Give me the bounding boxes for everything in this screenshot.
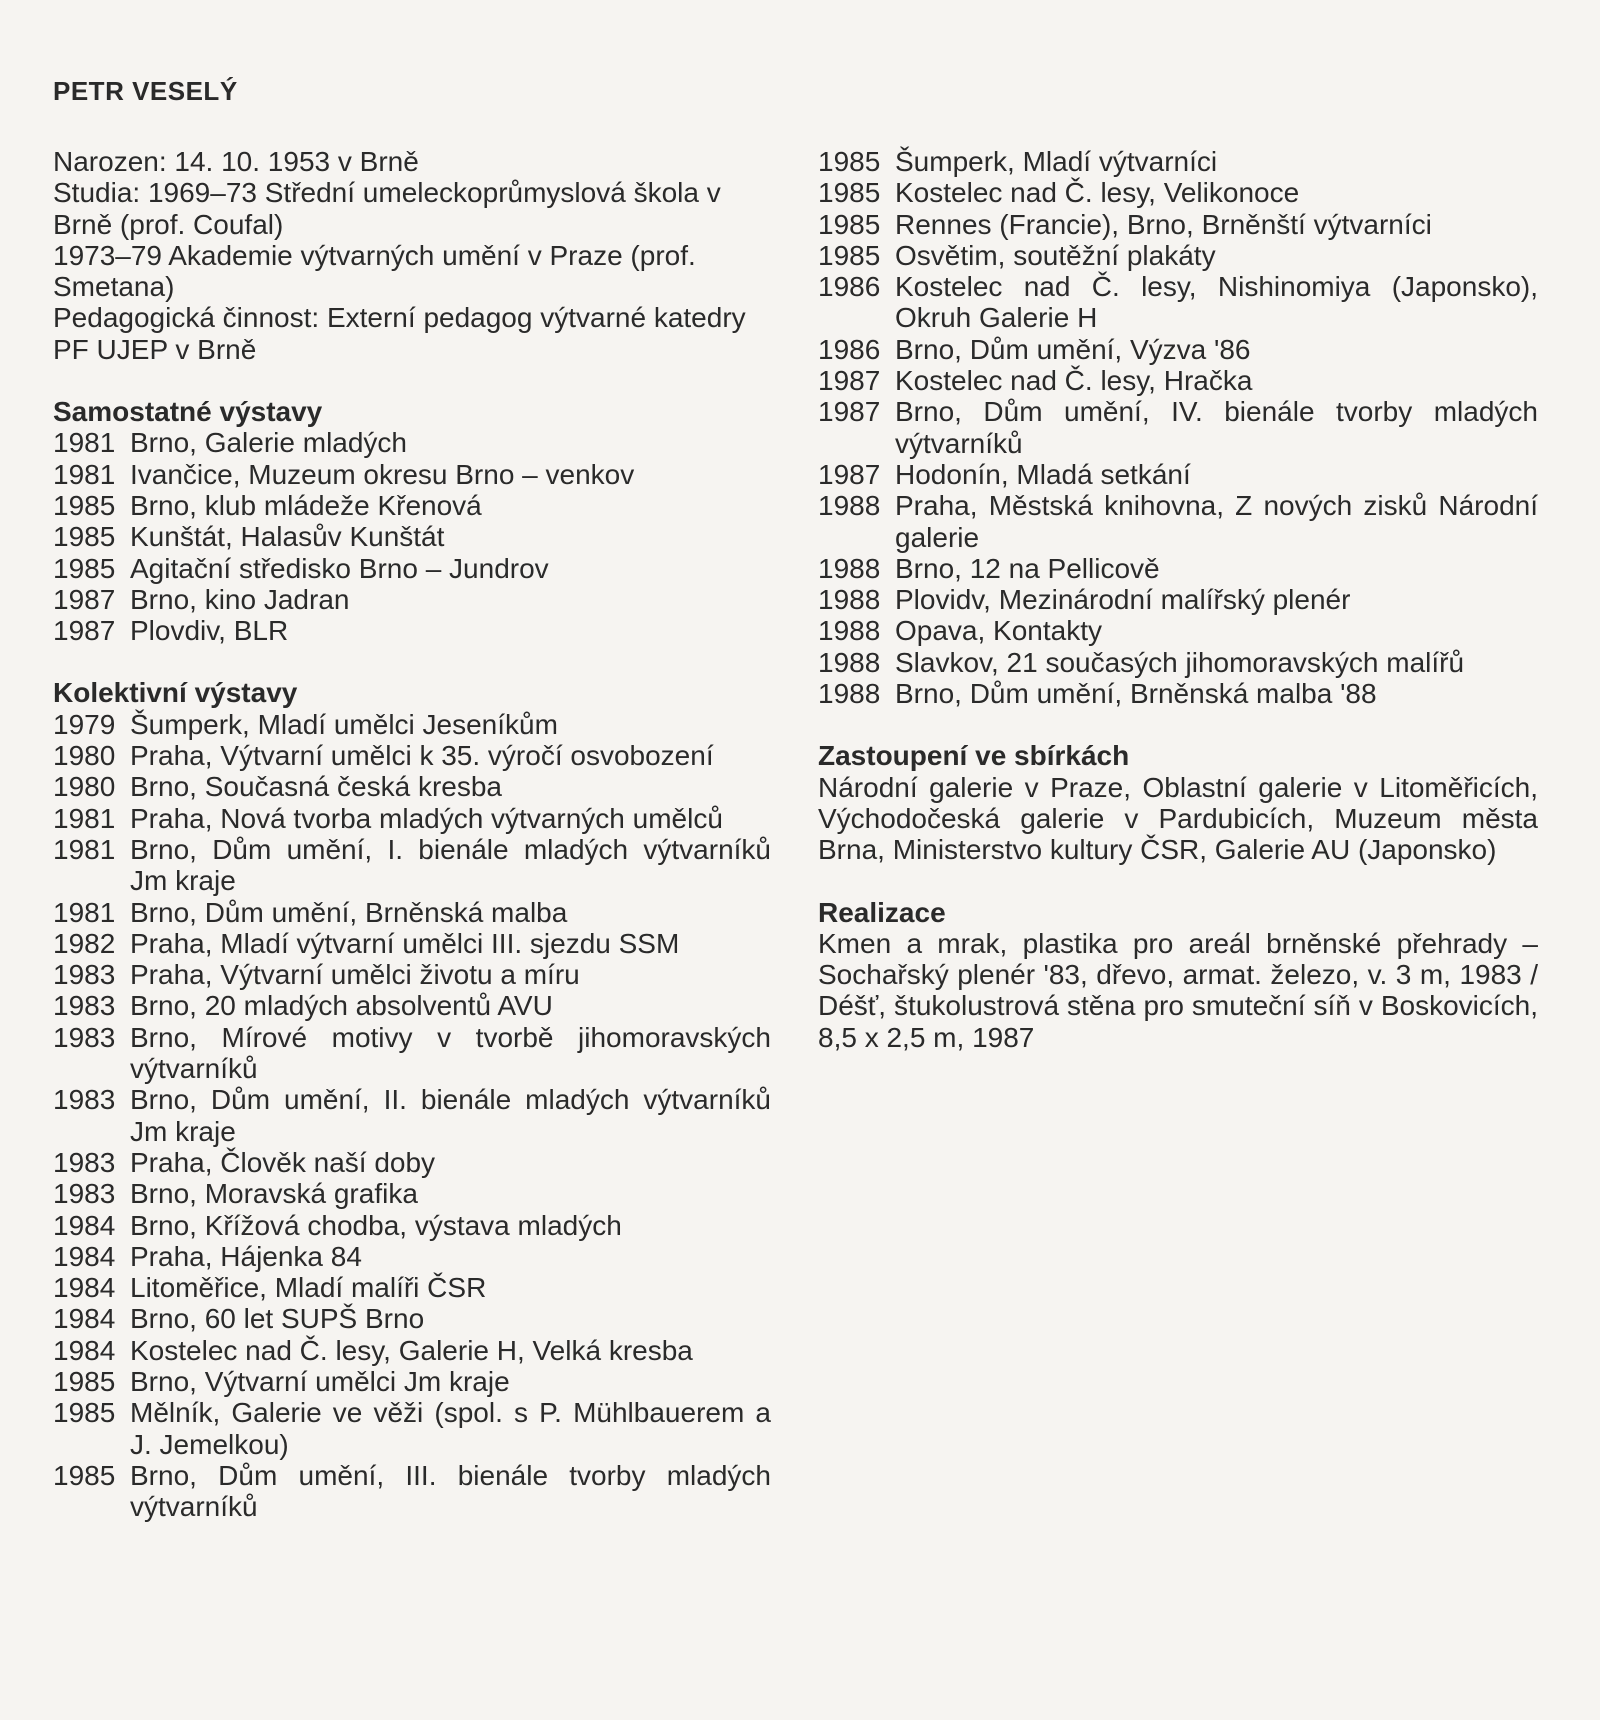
- entry-text: Brno, 60 let SUPŠ Brno: [130, 1303, 425, 1335]
- artist-name: PETR VESELÝ: [53, 76, 238, 106]
- entry-text: Brno, 20 mladých absolventů AVU: [130, 990, 553, 1022]
- collections-heading: Zastoupení ve sbírkách: [818, 740, 1130, 772]
- entry-year: 1984: [53, 1334, 116, 1366]
- entry-text: Brno, Dům umění, Brněnská malba: [130, 896, 568, 928]
- entry-year: 1988: [818, 490, 881, 522]
- exhibition-entry: [818, 615, 1538, 646]
- entry-year: 1987: [818, 396, 881, 428]
- entry-text: Praha, Výtvarní umělci životu a míru: [130, 959, 580, 991]
- exhibition-entry: [53, 1022, 771, 1085]
- entry-text: Hodonín, Mladá setkání: [895, 458, 1191, 490]
- exhibition-entry: [53, 897, 771, 928]
- entry-year: 1985: [818, 146, 881, 177]
- entry-text: Praha, Nová tvorba mladých výtvarných umělců: [130, 802, 723, 834]
- entry-year: 1988: [818, 584, 881, 616]
- entry-year: 1987: [818, 458, 881, 490]
- exhibition-entry: [53, 1210, 771, 1241]
- exhibition-entry: [53, 521, 771, 552]
- exhibition-entry: [53, 1241, 771, 1272]
- entry-text: Ivančice, Muzeum okresu Brno – venkov: [130, 458, 635, 490]
- entry-text: Kostelec nad Č. lesy, Velikonoce: [895, 177, 1300, 209]
- entry-text: Praha, Hájenka 84: [130, 1240, 362, 1272]
- entry-year: 1985: [53, 521, 116, 553]
- entry-text: Šumperk, Mladí výtvarníci: [895, 146, 1218, 177]
- entry-text: Brno, Galerie mladých: [130, 427, 408, 459]
- entry-year: 1983: [53, 1146, 116, 1178]
- exhibition-entry: [53, 709, 771, 740]
- exhibition-entry: [53, 834, 771, 897]
- entry-text: Šumperk, Mladí umělci Jeseníkům: [130, 708, 558, 740]
- entry-text: Litoměřice, Mladí malíři ČSR: [130, 1272, 487, 1304]
- exhibition-entry: [818, 584, 1538, 615]
- exhibition-entry: [53, 490, 771, 521]
- entry-text: Praha, Mladí výtvarní umělci III. sjezdu SSM: [130, 927, 680, 959]
- entry-year: 1987: [53, 583, 116, 615]
- entry-text: Brno, Dům umění, III. bienále tvorby mladých výtvarníků: [130, 1459, 771, 1523]
- entry-text: Brno, Dům umění, Brněnská malba '88: [895, 678, 1377, 710]
- entry-text: Kostelec nad Č. lesy, Nishinomiya (Japonsko), Okruh Galerie H: [895, 271, 1538, 334]
- entry-year: 1983: [53, 1021, 116, 1053]
- exhibition-entry: [818, 271, 1538, 334]
- bio-studies: Studia: 1969–73 Střední umeleckoprůmyslová škola v Brně (prof. Coufal): [53, 177, 721, 240]
- exhibition-entry: [53, 584, 771, 615]
- entry-text: Mělník, Galerie ve věži (spol. s P. Mühlbauerem a J. Jemelkou): [130, 1397, 771, 1460]
- entry-text: Kostelec nad Č. lesy, Hračka: [895, 365, 1253, 397]
- entry-year: 1988: [818, 678, 881, 710]
- entry-year: 1985: [53, 1397, 116, 1429]
- entry-year: 1980: [53, 771, 116, 803]
- entry-year: 1983: [53, 990, 116, 1022]
- entry-text: Praha, Výtvarní umělci k 35. výročí osvobození: [130, 740, 714, 772]
- exhibition-entry: [53, 427, 771, 458]
- exhibition-entry: [53, 615, 771, 646]
- entry-text: Brno, Současná česká kresba: [130, 771, 502, 803]
- entry-text: Rennes (Francie), Brno, Brněnští výtvarníci: [895, 208, 1432, 240]
- exhibition-entry: [818, 146, 1538, 177]
- group-exhibitions-list: [53, 709, 771, 1523]
- entry-year: 1985: [53, 1365, 116, 1397]
- exhibition-entry: [53, 928, 771, 959]
- entry-text: Brno, Výtvarní umělci Jm kraje: [130, 1365, 510, 1397]
- group-exhibitions-list-continued: [818, 146, 1538, 709]
- entry-year: 1985: [53, 1459, 116, 1491]
- entry-year: 1985: [53, 552, 116, 584]
- entry-text: Osvětim, soutěžní plakáty: [895, 239, 1216, 271]
- exhibition-entry: [53, 740, 771, 771]
- entry-text: Brno, Mírové motivy v tvorbě jihomoravských výtvarníků: [130, 1021, 771, 1085]
- entry-text: Brno, 12 na Pellicově: [895, 552, 1160, 584]
- exhibition-entry: [53, 1366, 771, 1397]
- exhibition-entry: [818, 209, 1538, 240]
- entry-year: 1981: [53, 896, 116, 928]
- realizations-heading: Realizace: [818, 896, 946, 928]
- entry-text: Brno, klub mládeže Křenová: [130, 489, 482, 521]
- biography: [53, 146, 771, 365]
- collections-text: Národní galerie v Praze, Oblastní galerie v Litoměřicích, Východočeská galerie v Pardubicích, Muzeum města Brna, Ministerstvo kultury ČSR, Galerie AU (Japonsko): [818, 771, 1538, 866]
- solo-exhibitions-list: [53, 427, 771, 646]
- exhibition-entry: [53, 1272, 771, 1303]
- entry-year: 1984: [53, 1209, 116, 1241]
- entry-text: Brno, kino Jadran: [130, 583, 350, 615]
- entry-year: 1985: [818, 239, 881, 271]
- exhibition-entry: [818, 365, 1538, 396]
- entry-text: Kunštát, Halasův Kunštát: [130, 521, 445, 553]
- entry-text: Slavkov, 21 současých jihomoravských malířů: [895, 646, 1465, 678]
- bio-birth: Narozen: 14. 10. 1953 v Brně: [53, 146, 419, 177]
- bio-academy: 1973–79 Akademie výtvarných umění v Praze (prof. Smetana): [53, 239, 696, 303]
- exhibition-entry: [53, 1335, 771, 1366]
- entry-text: Brno, Moravská grafika: [130, 1178, 418, 1210]
- exhibition-entry: [818, 553, 1538, 584]
- entry-year: 1981: [53, 458, 116, 490]
- exhibition-entry: [53, 1303, 771, 1334]
- entry-text: Kostelec nad Č. lesy, Galerie H, Velká kresba: [130, 1334, 693, 1366]
- exhibition-entry: [53, 803, 771, 834]
- entry-year: 1985: [53, 489, 116, 521]
- exhibition-entry: [818, 678, 1538, 709]
- entry-text: Opava, Kontakty: [895, 615, 1103, 647]
- realizations-text: Kmen a mrak, plastika pro areál brněnské přehrady – Sochařský plenér '83, dřevo, armat. železo, v. 3 m, 1983 / Déšť, štukolustrová stěna pro smuteční síň v Boskovicích, 8,5 x 2,5 m, 1987: [818, 927, 1538, 1053]
- entry-year: 1985: [818, 208, 881, 240]
- entry-year: 1983: [53, 1178, 116, 1210]
- entry-text: Praha, Městská knihovna, Z nových zisků Národní galerie: [895, 490, 1538, 553]
- exhibition-entry: [53, 1084, 771, 1147]
- exhibition-entry: [818, 177, 1538, 208]
- entry-text: Agitační středisko Brno – Jundrov: [130, 552, 549, 584]
- entry-text: Brno, Dům umění, Výzva '86: [895, 333, 1251, 365]
- entry-text: Plovdiv, BLR: [130, 615, 289, 647]
- entry-year: 1988: [818, 646, 881, 678]
- entry-year: 1983: [53, 959, 116, 991]
- exhibition-entry: [818, 647, 1538, 678]
- entry-text: Brno, Dům umění, I. bienále mladých výtvarníků Jm kraje: [130, 833, 771, 897]
- solo-exhibitions-heading: Samostatné výstavy: [53, 396, 323, 428]
- group-exhibitions-heading: Kolektivní výstavy: [53, 677, 298, 709]
- entry-year: 1984: [53, 1240, 116, 1272]
- entry-year: 1985: [818, 177, 881, 209]
- exhibition-entry: [53, 1397, 771, 1460]
- entry-year: 1979: [53, 708, 116, 740]
- exhibition-entry: [53, 1147, 771, 1178]
- entry-year: 1984: [53, 1272, 116, 1304]
- right-column: [818, 146, 1538, 1053]
- exhibition-entry: [53, 771, 771, 802]
- exhibition-entry: [53, 990, 771, 1021]
- exhibition-entry: [53, 553, 771, 584]
- entry-year: 1980: [53, 740, 116, 772]
- entry-text: Plovidv, Mezinárodní malířský plenér: [895, 584, 1351, 616]
- exhibition-entry: [818, 396, 1538, 459]
- entry-year: 1983: [53, 1084, 116, 1116]
- entry-year: 1986: [818, 333, 881, 365]
- exhibition-entry: [53, 959, 771, 990]
- entry-year: 1988: [818, 615, 881, 647]
- exhibition-entry: [818, 459, 1538, 490]
- entry-text: Brno, Křížová chodba, výstava mladých: [130, 1209, 622, 1241]
- exhibition-entry: [53, 459, 771, 490]
- entry-year: 1981: [53, 802, 116, 834]
- entry-year: 1987: [53, 615, 116, 647]
- entry-year: 1982: [53, 927, 116, 959]
- entry-text: Brno, Dům umění, II. bienále mladých výtvarníků Jm kraje: [130, 1084, 771, 1147]
- left-column: [53, 146, 771, 1522]
- entry-year: 1984: [53, 1303, 116, 1335]
- entry-year: 1988: [818, 552, 881, 584]
- bio-teaching: Pedagogická činnost: Externí pedagog výtvarné katedry PF UJEP v Brně: [53, 302, 746, 365]
- entry-year: 1981: [53, 427, 116, 459]
- exhibition-entry: [818, 334, 1538, 365]
- exhibition-entry: [818, 490, 1538, 553]
- entry-text: Brno, Dům umění, IV. bienále tvorby mladých výtvarníků: [895, 396, 1538, 459]
- exhibition-entry: [53, 1178, 771, 1209]
- entry-year: 1987: [818, 365, 881, 397]
- entry-year: 1981: [53, 833, 116, 865]
- exhibition-entry: [53, 1460, 771, 1523]
- entry-year: 1986: [818, 271, 881, 303]
- entry-text: Praha, Člověk naší doby: [130, 1146, 436, 1178]
- exhibition-entry: [818, 240, 1538, 271]
